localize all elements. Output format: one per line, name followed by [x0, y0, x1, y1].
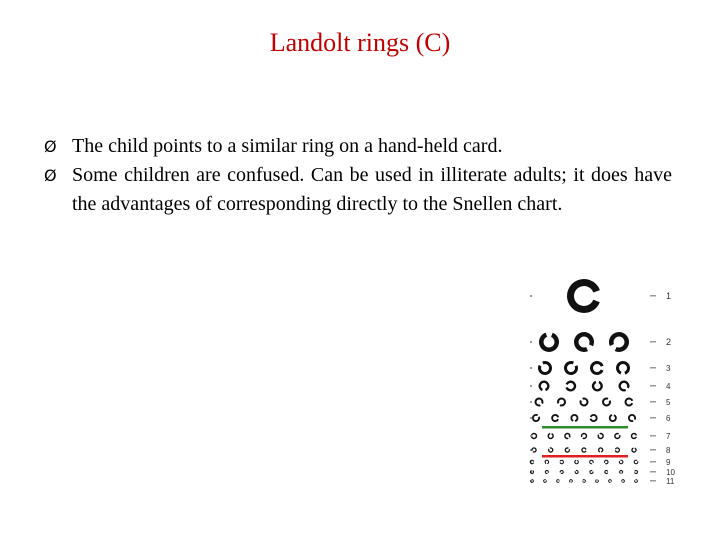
landolt-ring	[615, 447, 620, 452]
landolt-ring	[565, 447, 570, 452]
row-number-label: 8	[666, 446, 671, 455]
eye-chart-image	[522, 270, 680, 490]
row-acuity-marker	[650, 401, 656, 403]
row-left-marker	[530, 385, 532, 387]
landolt-ring	[634, 479, 638, 483]
landolt-ring	[565, 380, 576, 391]
landolt-ring	[597, 433, 603, 439]
row-number-label: 1	[666, 291, 672, 301]
landolt-ring	[534, 397, 543, 406]
landolt-ring	[602, 397, 611, 406]
row-acuity-marker	[650, 385, 656, 387]
landolt-ring	[631, 433, 637, 439]
landolt-ring	[532, 414, 540, 422]
landolt-ring	[589, 460, 594, 465]
landolt-ring	[560, 470, 564, 474]
landolt-ring	[531, 447, 536, 452]
row-number-label: 9	[666, 458, 671, 467]
landolt-ring	[543, 479, 547, 483]
landolt-ring	[538, 361, 552, 375]
landolt-ring	[556, 479, 560, 483]
landolt-ring	[634, 470, 638, 474]
row-left-marker	[530, 417, 532, 419]
landolt-ring	[557, 397, 566, 406]
landolt-ring	[548, 447, 553, 452]
bullet-text: The child points to a similar ring on a hand-held card.	[72, 135, 503, 157]
landolt-ring	[595, 479, 599, 483]
bullet-list	[44, 132, 672, 219]
landolt-ring	[619, 460, 624, 465]
landolt-ring	[624, 397, 633, 406]
row-acuity-marker	[650, 341, 656, 343]
landolt-ring	[566, 278, 601, 313]
bullet-arrow-icon: Ø	[44, 137, 57, 156]
landolt-ring	[609, 332, 629, 352]
row-left-marker	[530, 341, 532, 343]
row-number-label: 5	[666, 398, 671, 407]
landolt-ring	[545, 470, 549, 474]
landolt-ring	[628, 414, 636, 422]
landolt-ring	[538, 380, 549, 391]
row-acuity-marker	[650, 417, 656, 419]
row-acuity-marker	[650, 461, 656, 463]
landolt-ring	[545, 460, 550, 465]
landolt-ring	[590, 414, 598, 422]
slide-title: Landolt rings (C)	[269, 28, 451, 57]
landolt-ring	[581, 433, 587, 439]
row-acuity-marker	[650, 480, 656, 482]
row-number-label: 7	[666, 432, 671, 441]
row-number-label: 10	[666, 468, 675, 477]
landolt-ring	[604, 460, 609, 465]
row-acuity-marker	[650, 435, 656, 437]
row-acuity-marker	[650, 449, 656, 451]
row-number-label: 2	[666, 337, 672, 347]
landolt-ring	[619, 470, 623, 474]
row-left-marker	[530, 295, 532, 297]
landolt-ring	[579, 397, 588, 406]
landolt-ring	[609, 414, 617, 422]
landolt-ring	[598, 447, 603, 452]
landolt-ring	[604, 470, 608, 474]
landolt-ring	[569, 479, 573, 483]
row-acuity-marker	[650, 295, 656, 297]
bullet-item	[44, 161, 672, 219]
landolt-ring	[582, 479, 586, 483]
landolt-ring	[589, 470, 593, 474]
landolt-ring	[547, 433, 553, 439]
landolt-ring	[614, 433, 620, 439]
landolt-ring	[551, 414, 559, 422]
landolt-ring	[621, 479, 625, 483]
landolt-ring	[570, 414, 578, 422]
bullet-text: Some children are confused. Can be used in illiterate adults; it does have the advantages of corresponding directly to the Snellen chart.	[72, 164, 672, 215]
row-number-label: 3	[666, 364, 671, 373]
row-number-label: 11	[666, 477, 675, 486]
landolt-ring	[575, 470, 579, 474]
landolt-ring	[631, 447, 636, 452]
green-line	[542, 426, 628, 429]
landolt-ring	[616, 361, 630, 375]
landolt-ring	[618, 380, 629, 391]
landolt-ring	[592, 380, 603, 391]
row-left-marker	[530, 401, 532, 403]
landolt-ring	[564, 433, 570, 439]
landolt-ring	[539, 332, 559, 352]
row-acuity-marker	[650, 367, 656, 369]
row-acuity-marker	[650, 471, 656, 473]
landolt-ring	[559, 460, 564, 465]
landolt-ring	[564, 361, 578, 375]
bullet-arrow-icon: Ø	[44, 166, 57, 185]
bullet-item	[44, 132, 672, 161]
landolt-ring	[590, 361, 604, 375]
landolt-ring	[574, 460, 579, 465]
row-left-marker	[530, 367, 532, 369]
landolt-ring	[574, 332, 594, 352]
red-line	[542, 455, 628, 458]
row-number-label: 6	[666, 414, 671, 423]
landolt-ring	[608, 479, 612, 483]
landolt-ring	[634, 460, 639, 465]
landolt-c-eye-chart	[522, 270, 680, 490]
row-number-label: 4	[666, 382, 671, 391]
landolt-ring	[581, 447, 586, 452]
